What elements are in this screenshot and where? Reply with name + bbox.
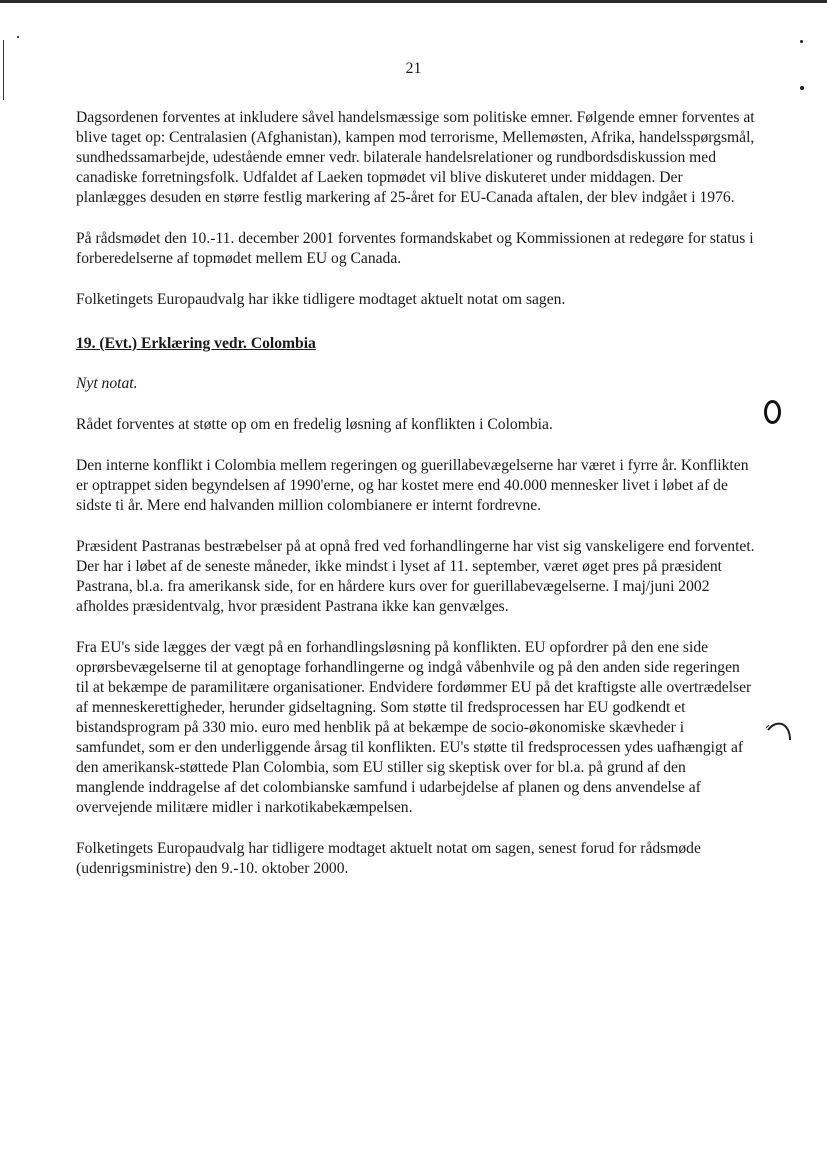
paragraph: Folketingets Europaudvalg har ikke tidligere modtaget aktuelt notat om sagen.: [76, 291, 566, 308]
paragraph: Folketingets Europaudvalg har tidligere modtaget aktuelt notat om sagen, senest forud for rådsmøde (udenrigsministre) den 9.-10. oktober 2000.: [76, 840, 701, 877]
hole-punch-mark: [764, 400, 781, 424]
scan-speck: [800, 86, 804, 90]
paragraph: Præsident Pastranas bestræbelser på at opnå fred ved forhandlingerne har vist sig vanskeligere end forventet. Der har i løbet af de seneste måneder, ikke mindst i lyset af 11. september, været øget pres på præsident Pastrana, bl.a. fra amerikansk side, for en hårdere kurs over for guerillabevægelserne. I maj/juni 2002 afholdes præsidentvalg, hvor præsident Pastrana ikke kan genvælges.: [76, 538, 755, 615]
document-body: [76, 108, 756, 900]
scan-speck: [800, 40, 803, 43]
paragraph: Rådet forventes at støtte op om en fredelig løsning af konflikten i Colombia.: [76, 416, 553, 433]
page-number: 21: [405, 60, 422, 77]
paragraph: Den interne konflikt i Colombia mellem regeringen og guerillabevægelserne har været i fyrre år. Konflikten er optrappet siden begyndelsen af 1990'erne, og har kostet mere end 40.000 mennesker livet i løbet af de sidste ti år. Mere end halvanden million colombianere er internt fordrevne.: [76, 457, 749, 514]
scan-top-border: [0, 0, 827, 3]
scan-speck: [17, 36, 19, 38]
note-label: Nyt notat.: [76, 375, 138, 392]
margin-scribble: [760, 718, 800, 748]
paragraph: Dagsordenen forventes at inkludere såvel handelsmæssige som politiske emner. Følgende emner forventes at blive taget op: Centralasien (Afghanistan), kampen mod terrorisme, Mellemøsten, Afrika, handelsspørgsmål, sundhedssamarbejde, udestående emner vedr. bilaterale handelsrelationer og rundbordsdiskussion med canadiske forretningsfolk. Udfaldet af Laeken topmødet vil blive diskuteret under middagen. Der planlægges desuden en større festlig markering af 25-året for EU-Canada aftalen, der blev indgået i 1976.: [76, 109, 755, 206]
section-heading: 19. (Evt.) Erklæring vedr. Colombia: [76, 335, 316, 352]
paragraph: På rådsmødet den 10.-11. december 2001 forventes formandskabet og Kommissionen at redegøre for status i forberedelserne af topmødet mellem EU og Canada.: [76, 230, 754, 267]
paragraph: Fra EU's side lægges der vægt på en forhandlingsløsning på konflikten. EU opfordrer på den ene side oprørsbevægelserne til at genoptage forhandlingerne og indgå våbenhvile og på den anden side regeringen til at bekæmpe de paramilitære organisationer. Endvidere fordømmer EU på det kraftigste alle overtrædelser af menneskerettigheder, herunder gidseltagning. Som støtte til fredsprocessen har EU godkendt et bistandsprogram på 330 mio. euro med henblik på at bekæmpe de socio-økonomiske skævheder i samfundet, som er den underliggende årsag til konflikten. EU's støtte til fredsprocessen ydes uafhængigt af den amerikansk-støttede Plan Colombia, som EU stiller sig skeptisk over for bl.a. på grund af den manglende inddragelse af det colombianske samfund i udarbejdelse af planen og dens anvendelse af overvejende militære midler i narkotikabekæmpelsen.: [76, 639, 752, 816]
